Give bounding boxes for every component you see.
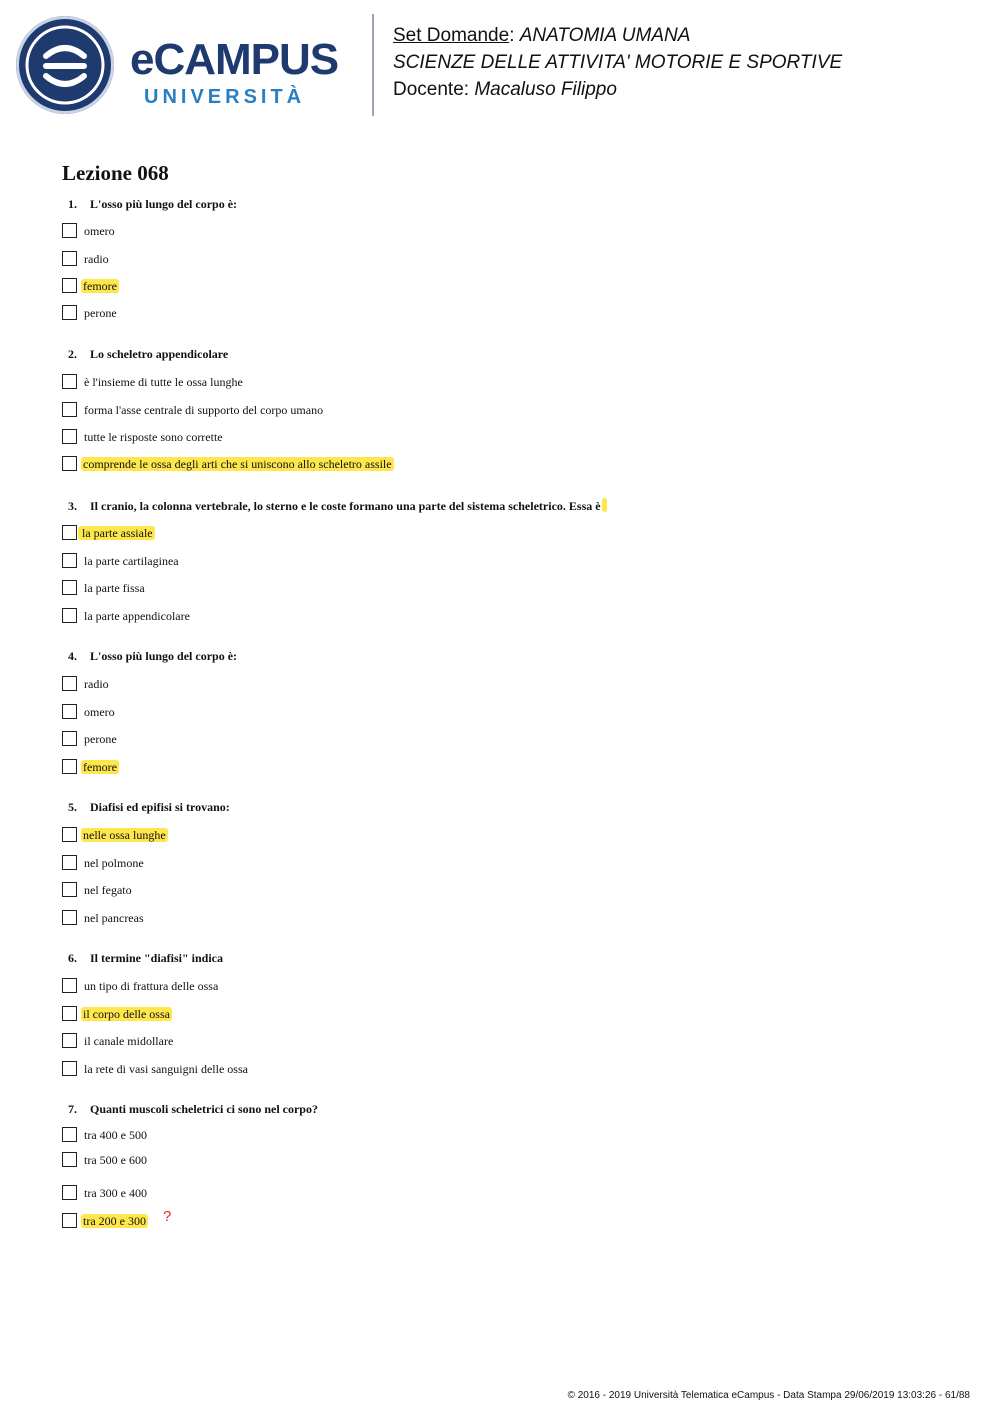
question-text xyxy=(68,649,237,664)
teacher-name: Macaluso Filippo xyxy=(474,79,617,100)
answer-label: perone xyxy=(84,732,117,746)
page-footer: © 2016 - 2019 Università Telematica eCampus - Data Stampa 29/06/2019 13:03:26 - 61/88 xyxy=(567,1390,970,1401)
answer-checkbox[interactable] xyxy=(62,855,77,870)
answer-label-highlighted: tra 200 e 300 xyxy=(83,1214,146,1228)
answer-checkbox[interactable] xyxy=(62,1033,77,1048)
answer-label: il canale midollare xyxy=(84,1034,174,1048)
answer-checkbox[interactable] xyxy=(62,1006,77,1021)
answer-checkbox[interactable] xyxy=(62,429,77,444)
header-divider xyxy=(372,14,374,116)
answer-label: nel pancreas xyxy=(84,911,144,925)
answer-checkbox[interactable] xyxy=(62,882,77,897)
answer-label: radio xyxy=(84,677,109,691)
answer-checkbox[interactable] xyxy=(62,676,77,691)
answer-checkbox[interactable] xyxy=(62,1061,77,1076)
question-label: Diafisi ed epifisi si trovano: xyxy=(90,800,230,814)
answer-checkbox[interactable] xyxy=(62,827,77,842)
answer-checkbox[interactable] xyxy=(62,456,77,471)
answer-checkbox[interactable] xyxy=(62,278,77,293)
answer-checkbox[interactable] xyxy=(62,374,77,389)
answer-label: forma l'asse centrale di supporto del corpo umano xyxy=(84,403,324,417)
header-info xyxy=(393,22,842,103)
question-text xyxy=(68,498,607,514)
answer-checkbox[interactable] xyxy=(62,978,77,993)
answer-label: la parte fissa xyxy=(84,581,145,595)
teacher-line xyxy=(393,76,842,103)
question-number: 1. xyxy=(68,197,77,211)
set-label: Set Domande xyxy=(393,25,510,46)
question-label: Lo scheletro appendicolare xyxy=(90,347,229,361)
page-header xyxy=(0,0,1000,130)
logo-subtitle: UNIVERSITÀ xyxy=(144,86,306,108)
question-number: 6. xyxy=(68,951,77,965)
answer-checkbox[interactable] xyxy=(62,305,77,320)
question-number: 7. xyxy=(68,1102,77,1116)
answer-label: omero xyxy=(84,705,115,719)
ecampus-logo-emblem-icon xyxy=(16,16,114,114)
answer-label-highlighted: il corpo delle ossa xyxy=(83,1007,170,1021)
answer-label: tutte le risposte sono corrette xyxy=(84,430,223,444)
question-mark-annotation: ? xyxy=(163,1208,172,1225)
answer-checkbox[interactable] xyxy=(62,1152,77,1167)
highlight-mark xyxy=(602,498,607,512)
answer-label: tra 400 e 500 xyxy=(84,1128,147,1142)
set-separator: : xyxy=(509,25,520,46)
question-text xyxy=(68,347,228,362)
ecampus-logo xyxy=(130,35,360,109)
answer-checkbox[interactable] xyxy=(62,910,77,925)
answer-label: radio xyxy=(84,252,109,266)
answer-checkbox[interactable] xyxy=(62,759,77,774)
answer-checkbox[interactable] xyxy=(62,1127,77,1142)
answer-checkbox[interactable] xyxy=(62,731,77,746)
answer-label-highlighted: comprende le ossa degli arti che si uniscono allo scheletro assile xyxy=(83,457,392,471)
answer-label: è l'insieme di tutte le ossa lunghe xyxy=(84,375,243,389)
question-number: 4. xyxy=(68,649,77,663)
answer-checkbox[interactable] xyxy=(62,251,77,266)
question-label: L'osso più lungo del corpo è: xyxy=(90,649,238,663)
question-number: 5. xyxy=(68,800,77,814)
answer-checkbox[interactable] xyxy=(62,580,77,595)
question-label: Quanti muscoli scheletrici ci sono nel corpo? xyxy=(90,1102,318,1116)
course-name: ANATOMIA UMANA xyxy=(519,25,691,46)
question-text xyxy=(68,951,223,966)
answer-label: omero xyxy=(84,224,115,238)
question-label: Il cranio, la colonna vertebrale, lo sterno e le coste formano una parte del sistema scheletrico. Essa è xyxy=(90,499,601,513)
answer-label: perone xyxy=(84,306,117,320)
answer-label-highlighted: la parte assiale xyxy=(78,526,155,540)
answer-label-highlighted: femore xyxy=(83,760,117,774)
teacher-label: Docente: xyxy=(393,79,475,100)
answer-checkbox[interactable] xyxy=(62,1185,77,1200)
program-name: SCIENZE DELLE ATTIVITA' MOTORIE E SPORTIVE xyxy=(393,52,843,73)
answer-checkbox[interactable] xyxy=(62,223,77,238)
answer-label-highlighted: nelle ossa lunghe xyxy=(83,828,166,842)
answer-label: tra 500 e 600 xyxy=(84,1153,147,1167)
answer-checkbox[interactable] xyxy=(62,553,77,568)
lesson-title: Lezione 068 xyxy=(62,161,169,185)
answer-checkbox[interactable] xyxy=(62,608,77,623)
question-number: 3. xyxy=(68,499,77,513)
answer-label: tra 300 e 400 xyxy=(84,1186,147,1200)
question-label: L'osso più lungo del corpo è: xyxy=(90,197,238,211)
answer-checkbox[interactable] xyxy=(62,704,77,719)
answer-checkbox[interactable] xyxy=(62,1213,77,1228)
question-text xyxy=(68,1102,318,1117)
answer-label: nel fegato xyxy=(84,883,132,897)
question-text xyxy=(68,800,230,815)
answer-checkbox[interactable] xyxy=(62,525,77,540)
question-number: 2. xyxy=(68,347,77,361)
answer-label: la parte cartilaginea xyxy=(84,554,179,568)
answer-label: nel polmone xyxy=(84,856,144,870)
question-label: Il termine "diafisi" indica xyxy=(90,951,223,965)
course-line xyxy=(393,22,842,49)
answer-label: un tipo di frattura delle ossa xyxy=(84,979,219,993)
answer-checkbox[interactable] xyxy=(62,402,77,417)
answer-label: la rete di vasi sanguigni delle ossa xyxy=(84,1062,248,1076)
logo-brand: eCAMPUS xyxy=(130,35,339,84)
question-text xyxy=(68,197,237,212)
answer-label-highlighted: femore xyxy=(83,279,117,293)
answer-label: la parte appendicolare xyxy=(84,609,190,623)
